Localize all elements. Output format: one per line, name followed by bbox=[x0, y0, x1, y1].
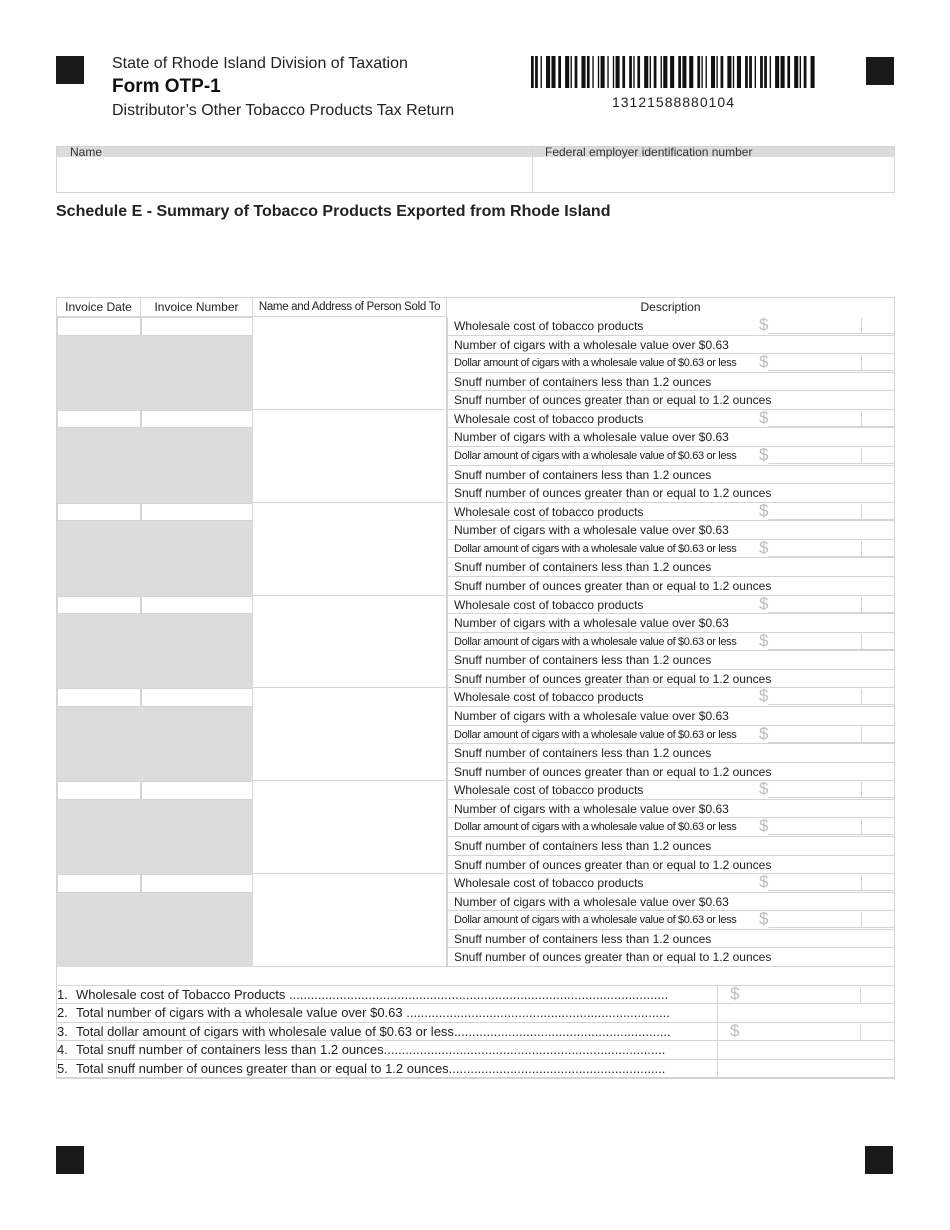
description-label: Snuff number of containers less than 1.2 ounces bbox=[454, 746, 712, 761]
amount-cents-input[interactable] bbox=[861, 411, 895, 427]
total-dollars-input[interactable] bbox=[742, 1024, 860, 1040]
description-row bbox=[447, 614, 894, 633]
barcode-bar bbox=[794, 56, 798, 88]
description-label: Number of cigars with a wholesale value over $0.63 bbox=[454, 708, 729, 723]
registration-mark-top-left bbox=[56, 56, 84, 84]
quantity-input[interactable] bbox=[768, 337, 895, 353]
totals-line-label bbox=[57, 1061, 717, 1076]
description-row bbox=[447, 484, 894, 503]
registration-mark-bottom-right bbox=[865, 1146, 893, 1174]
totals-line-leader: ......................................................................................................... bbox=[285, 987, 669, 1002]
name-label: Name bbox=[70, 145, 103, 159]
invoice-number-input[interactable] bbox=[141, 688, 253, 707]
fein-label: Federal employer identification number bbox=[545, 145, 753, 159]
barcode-number: 13121588880104 bbox=[611, 94, 735, 110]
schedule-entry bbox=[57, 688, 894, 781]
barcode-bar bbox=[601, 56, 605, 88]
amount-cents-input[interactable] bbox=[861, 541, 895, 557]
description-label: Wholesale cost of tobacco products bbox=[454, 504, 644, 519]
registration-mark-top-right bbox=[866, 57, 894, 85]
barcode-bar bbox=[749, 56, 752, 88]
description-label: Snuff number of ounces greater than or equal to 1.2 ounces bbox=[454, 950, 772, 965]
barcode-bar bbox=[541, 56, 542, 88]
amount-cents-input[interactable] bbox=[861, 355, 895, 371]
description-row bbox=[447, 444, 894, 466]
barcode-bar bbox=[637, 56, 640, 88]
dollar-sign: $ bbox=[759, 444, 769, 464]
amount-dollars-input[interactable] bbox=[768, 318, 861, 334]
totals-line-leader: ......................................................................... bbox=[402, 1005, 670, 1021]
barcode-bar bbox=[811, 56, 815, 88]
schedule-entry bbox=[57, 781, 894, 874]
barcode-bar bbox=[716, 56, 717, 88]
amount-dollars-input[interactable] bbox=[768, 448, 861, 464]
amount-dollars-input[interactable] bbox=[768, 355, 861, 371]
amount-dollars-input[interactable] bbox=[768, 727, 861, 743]
dollar-sign: $ bbox=[759, 315, 769, 334]
description-label: Wholesale cost of tobacco products bbox=[454, 319, 644, 333]
description-row bbox=[447, 781, 894, 800]
schedule-entry bbox=[57, 874, 894, 967]
description-label: Dollar amount of cigars with a wholesale value of $0.63 or less bbox=[454, 449, 737, 462]
description-label: Snuff number of containers less than 1.2 ounces bbox=[454, 560, 712, 575]
sold-to-input[interactable] bbox=[253, 410, 447, 503]
barcode-bar bbox=[531, 56, 534, 88]
description-row bbox=[447, 763, 894, 782]
amount-cents-input[interactable] bbox=[861, 912, 895, 928]
description-row bbox=[447, 707, 894, 726]
description-label: Number of cigars with a wholesale value over $0.63 bbox=[454, 337, 729, 352]
invoice-date-input[interactable] bbox=[57, 410, 141, 429]
dollar-sign: $ bbox=[759, 779, 769, 799]
barcode-bar bbox=[737, 56, 741, 88]
invoice-date-input[interactable] bbox=[57, 781, 141, 800]
totals-line bbox=[57, 1041, 894, 1059]
amount-cents-input[interactable] bbox=[861, 819, 895, 835]
invoice-date-input[interactable] bbox=[57, 503, 141, 522]
barcode-bar bbox=[770, 56, 771, 88]
sold-to-input[interactable] bbox=[253, 503, 447, 596]
dollar-sign: $ bbox=[759, 872, 769, 892]
totals-line-label bbox=[57, 1042, 717, 1057]
dollar-sign: $ bbox=[759, 816, 769, 836]
description-label: Number of cigars with a wholesale value over $0.63 bbox=[454, 894, 729, 909]
entry-shaded-area bbox=[57, 893, 253, 967]
amount-dollars-input[interactable] bbox=[768, 411, 861, 427]
amount-dollars-input[interactable] bbox=[768, 819, 861, 835]
quantity-input[interactable] bbox=[768, 801, 895, 817]
description-row bbox=[447, 818, 894, 837]
dollar-sign: $ bbox=[759, 407, 769, 427]
dollar-sign: $ bbox=[759, 723, 769, 743]
quantity-input[interactable] bbox=[768, 838, 895, 854]
column-header-invoice-date: Invoice Date bbox=[57, 298, 141, 316]
invoice-number-input[interactable] bbox=[141, 596, 253, 615]
description-row bbox=[447, 428, 894, 447]
barcode-bar bbox=[613, 56, 614, 88]
barcode-bar bbox=[663, 56, 667, 88]
dollar-sign: $ bbox=[730, 1020, 740, 1040]
totals-line bbox=[57, 1004, 894, 1022]
quantity-input[interactable] bbox=[768, 745, 895, 761]
totals-line-label bbox=[57, 987, 717, 1002]
schedule-table bbox=[56, 297, 895, 967]
description-row bbox=[447, 593, 894, 615]
column-header-invoice-number: Invoice Number bbox=[141, 298, 253, 316]
entry-shaded-area bbox=[57, 707, 253, 781]
totals-value-box bbox=[717, 1041, 894, 1058]
agency-name: State of Rhode Island Division of Taxation bbox=[112, 55, 408, 72]
quantity-input[interactable] bbox=[768, 429, 895, 445]
description-label: Snuff number of ounces greater than or equal to 1.2 ounces bbox=[454, 671, 772, 686]
barcode-bar bbox=[804, 56, 807, 88]
amount-cents-input[interactable] bbox=[861, 597, 895, 613]
description-label: Snuff number of ounces greater than or equal to 1.2 ounces bbox=[454, 764, 772, 779]
identification-label-band bbox=[57, 147, 894, 157]
description-label: Snuff number of containers less than 1.2 ounces bbox=[454, 653, 712, 668]
quantity-input[interactable] bbox=[768, 559, 895, 575]
sold-to-input[interactable] bbox=[253, 596, 447, 689]
amount-cents-input[interactable] bbox=[861, 727, 895, 743]
dollar-sign: $ bbox=[759, 352, 769, 372]
barcode-bar bbox=[781, 56, 785, 88]
schedule-entry bbox=[57, 593, 894, 689]
sold-to-input[interactable] bbox=[253, 688, 447, 781]
quantity-input[interactable] bbox=[768, 931, 895, 947]
barcode-bar bbox=[721, 56, 724, 88]
total-dollars-input[interactable] bbox=[742, 987, 860, 1003]
entry-shaded-area bbox=[57, 521, 253, 595]
totals-line-leader: .............................................................................. bbox=[383, 1042, 666, 1058]
dollar-sign: $ bbox=[759, 686, 769, 706]
form-subtitle: Distributor’s Other Tobacco Products Tax Return bbox=[112, 102, 455, 119]
schedule-title: Schedule E - Summary of Tobacco Products Exported from Rhode Island bbox=[56, 203, 611, 220]
barcode-bar bbox=[571, 56, 572, 88]
total-cents-input[interactable] bbox=[860, 987, 895, 1003]
description-block bbox=[447, 688, 894, 781]
quantity-input[interactable] bbox=[768, 894, 895, 910]
amount-cents-input[interactable] bbox=[861, 875, 895, 891]
totals-line-number: 5. bbox=[57, 1060, 68, 1076]
amount-cents-input[interactable] bbox=[861, 634, 895, 650]
barcode-bar bbox=[760, 56, 763, 88]
barcode-bar bbox=[633, 56, 634, 88]
barcode-bar bbox=[575, 56, 578, 88]
totals-line-label bbox=[57, 1005, 717, 1020]
totals-line-leader: ............................................................ bbox=[448, 1060, 666, 1076]
description-label: Wholesale cost of tobacco products bbox=[454, 783, 644, 798]
description-block bbox=[447, 593, 894, 689]
barcode-bar bbox=[551, 56, 555, 88]
description-row bbox=[447, 500, 894, 522]
description-row bbox=[447, 558, 894, 577]
description-label: Dollar amount of cigars with a wholesale value of $0.63 or less bbox=[454, 357, 737, 370]
description-label: Snuff number of ounces greater than or equal to 1.2 ounces bbox=[454, 857, 772, 872]
barcode-bar bbox=[629, 56, 632, 88]
barcode-bar bbox=[711, 56, 715, 88]
description-row bbox=[447, 948, 894, 967]
description-label: Snuff number of containers less than 1.2 ounces bbox=[454, 931, 712, 946]
invoice-date-input[interactable] bbox=[57, 596, 141, 615]
barcode-bar bbox=[546, 56, 550, 88]
entry-shaded-area bbox=[57, 614, 253, 688]
description-label: Snuff number of ounces greater than or equal to 1.2 ounces bbox=[454, 393, 772, 408]
amount-dollars-input[interactable] bbox=[768, 541, 861, 557]
amount-cents-input[interactable] bbox=[861, 504, 895, 520]
totals-value-box bbox=[717, 1020, 894, 1040]
description-row bbox=[447, 391, 894, 410]
dollar-sign: $ bbox=[759, 593, 769, 613]
sold-to-input[interactable] bbox=[253, 317, 447, 410]
amount-dollars-input[interactable] bbox=[768, 782, 861, 798]
description-label: Number of cigars with a wholesale value over $0.63 bbox=[454, 523, 729, 538]
quantity-input[interactable] bbox=[768, 764, 895, 780]
invoice-number-input[interactable] bbox=[141, 410, 253, 429]
identification-box bbox=[56, 146, 895, 193]
invoice-date-input[interactable] bbox=[57, 688, 141, 707]
amount-dollars-input[interactable] bbox=[768, 912, 861, 928]
description-label: Wholesale cost of tobacco products bbox=[454, 411, 644, 426]
quantity-input[interactable] bbox=[768, 615, 895, 631]
totals-line-text: Wholesale cost of Tobacco Products bbox=[76, 987, 286, 1002]
barcode-bar bbox=[535, 56, 538, 88]
entry-shaded-area bbox=[57, 800, 253, 874]
quantity-input[interactable] bbox=[768, 522, 895, 538]
barcode-bar bbox=[745, 56, 748, 88]
barcode-bar bbox=[607, 56, 608, 88]
quantity-input[interactable] bbox=[768, 578, 895, 594]
description-row bbox=[447, 577, 894, 596]
totals-line-text: Total number of cigars with a wholesale value over $0.63 bbox=[76, 1005, 403, 1021]
totals-line bbox=[57, 1020, 894, 1041]
totals-line-number: 2. bbox=[57, 1005, 68, 1021]
quantity-input[interactable] bbox=[768, 708, 895, 724]
barcode-bar bbox=[565, 56, 569, 88]
barcode-bar bbox=[727, 56, 731, 88]
schedule-entry bbox=[57, 317, 894, 410]
invoice-number-input[interactable] bbox=[141, 874, 253, 893]
description-block bbox=[447, 874, 894, 967]
barcode-bar bbox=[764, 56, 767, 88]
quantity-input[interactable] bbox=[768, 671, 895, 687]
name-input[interactable] bbox=[57, 158, 531, 192]
description-row bbox=[447, 874, 894, 893]
quantity-input[interactable] bbox=[768, 949, 895, 965]
totals-value-box bbox=[717, 986, 894, 1003]
barcode-bar bbox=[682, 56, 686, 88]
totals-spacer-band bbox=[57, 967, 894, 986]
invoice-date-input[interactable] bbox=[57, 317, 141, 336]
description-row bbox=[447, 856, 894, 875]
barcode-bar bbox=[592, 56, 593, 88]
description-row bbox=[447, 911, 894, 930]
column-header-sold-to: Name and Address of Person Sold To bbox=[253, 298, 447, 316]
totals-line-leader: ............................................................ bbox=[453, 1023, 671, 1039]
invoice-date-input[interactable] bbox=[57, 874, 141, 893]
amount-dollars-input[interactable] bbox=[768, 875, 861, 891]
dollar-sign: $ bbox=[730, 984, 740, 1003]
quantity-input[interactable] bbox=[768, 485, 895, 501]
description-row bbox=[447, 930, 894, 949]
totals-line-number: 3. bbox=[57, 1023, 68, 1039]
description-label: Dollar amount of cigars with a wholesale value of $0.63 or less bbox=[454, 728, 737, 741]
amount-dollars-input[interactable] bbox=[768, 597, 861, 613]
barcode-bar bbox=[670, 56, 674, 88]
totals-line-text: Total snuff number of ounces greater than or equal to 1.2 ounces bbox=[76, 1060, 449, 1076]
description-row bbox=[447, 466, 894, 485]
description-label: Dollar amount of cigars with a wholesale value of $0.63 or less bbox=[454, 821, 737, 834]
description-label: Dollar amount of cigars with a wholesale value of $0.63 or less bbox=[454, 542, 737, 555]
barcode-bar bbox=[787, 56, 790, 88]
quantity-input[interactable] bbox=[768, 467, 895, 483]
description-row bbox=[447, 800, 894, 819]
barcode-bar bbox=[775, 56, 779, 88]
amount-cents-input[interactable] bbox=[861, 689, 895, 705]
quantity-input[interactable] bbox=[768, 374, 895, 390]
totals-line bbox=[57, 1060, 894, 1078]
form-title: Form OTP-1 bbox=[112, 76, 221, 97]
description-label: Snuff number of ounces greater than or equal to 1.2 ounces bbox=[454, 578, 772, 593]
amount-cents-input[interactable] bbox=[861, 448, 895, 464]
sold-to-input[interactable] bbox=[253, 874, 447, 967]
total-cents-input[interactable] bbox=[860, 1024, 895, 1040]
description-row bbox=[447, 537, 894, 559]
barcode-bar bbox=[689, 56, 693, 88]
description-label: Wholesale cost of tobacco products bbox=[454, 876, 644, 891]
totals-value-box bbox=[717, 1004, 894, 1021]
total-quantity-input[interactable] bbox=[722, 1005, 892, 1021]
barcode-bar bbox=[598, 56, 599, 88]
description-row bbox=[447, 317, 894, 336]
description-label: Snuff number of containers less than 1.2 ounces bbox=[454, 467, 712, 482]
entry-shaded-area bbox=[57, 336, 253, 410]
description-label: Snuff number of containers less than 1.2 ounces bbox=[454, 374, 712, 389]
barcode-bar bbox=[558, 56, 561, 88]
totals-section bbox=[56, 967, 895, 1079]
description-row bbox=[447, 893, 894, 912]
fein-input[interactable] bbox=[533, 158, 894, 192]
barcode-bar bbox=[654, 56, 657, 88]
description-label: Dollar amount of cigars with a wholesale value of $0.63 or less bbox=[454, 635, 737, 648]
barcode-bar bbox=[706, 56, 707, 88]
schedule-entry bbox=[57, 500, 894, 596]
description-label: Wholesale cost of tobacco products bbox=[454, 690, 644, 705]
description-row bbox=[447, 651, 894, 670]
amount-dollars-input[interactable] bbox=[768, 689, 861, 705]
description-row bbox=[447, 407, 894, 429]
description-block bbox=[447, 500, 894, 596]
description-row bbox=[447, 688, 894, 707]
description-label: Snuff number of containers less than 1.2 ounces bbox=[454, 838, 712, 853]
amount-dollars-input[interactable] bbox=[768, 504, 861, 520]
entry-shaded-area bbox=[57, 428, 253, 502]
barcode-bar bbox=[661, 56, 662, 88]
totals-line-number: 1. bbox=[57, 987, 68, 1002]
amount-cents-input[interactable] bbox=[861, 318, 895, 334]
description-row bbox=[447, 336, 894, 355]
totals-value-box bbox=[717, 1060, 894, 1077]
dollar-sign: $ bbox=[759, 630, 769, 650]
description-row bbox=[447, 744, 894, 763]
description-block bbox=[447, 781, 894, 874]
barcode-graphic bbox=[531, 56, 816, 88]
description-label: Dollar amount of cigars with a wholesale value of $0.63 or less bbox=[454, 914, 737, 927]
description-row bbox=[447, 354, 894, 373]
barcode-bar bbox=[800, 56, 801, 88]
dollar-sign: $ bbox=[759, 909, 769, 929]
description-row bbox=[447, 630, 894, 652]
barcode-bar bbox=[755, 56, 756, 88]
total-quantity-input[interactable] bbox=[722, 1042, 892, 1058]
description-row bbox=[447, 521, 894, 540]
description-label: Number of cigars with a wholesale value over $0.63 bbox=[454, 801, 729, 816]
totals-line bbox=[57, 986, 894, 1004]
schedule-entry bbox=[57, 407, 894, 503]
total-quantity-input[interactable] bbox=[722, 1061, 892, 1077]
description-row bbox=[447, 373, 894, 392]
description-label: Number of cigars with a wholesale value over $0.63 bbox=[454, 616, 729, 631]
description-row bbox=[447, 837, 894, 856]
sold-to-input[interactable] bbox=[253, 781, 447, 874]
barcode-bar bbox=[733, 56, 734, 88]
description-label: Number of cigars with a wholesale value over $0.63 bbox=[454, 430, 729, 445]
column-header-description: Description bbox=[640, 300, 701, 314]
barcode-bar bbox=[697, 56, 700, 88]
dollar-sign: $ bbox=[759, 537, 769, 557]
description-row bbox=[447, 723, 894, 745]
invoice-number-input[interactable] bbox=[141, 317, 253, 336]
invoice-number-input[interactable] bbox=[141, 781, 253, 800]
description-label: Snuff number of ounces greater than or equal to 1.2 ounces bbox=[454, 486, 772, 501]
quantity-input[interactable] bbox=[768, 652, 895, 668]
barcode-bar bbox=[701, 56, 702, 88]
amount-cents-input[interactable] bbox=[861, 782, 895, 798]
dollar-sign: $ bbox=[759, 500, 769, 520]
totals-line-text: Total dollar amount of cigars with wholesale value of $0.63 or less bbox=[76, 1023, 454, 1039]
invoice-number-input[interactable] bbox=[141, 503, 253, 522]
description-row bbox=[447, 670, 894, 689]
barcode-bar bbox=[622, 56, 625, 88]
registration-mark-bottom-left bbox=[56, 1146, 84, 1174]
barcode-bar bbox=[581, 56, 585, 88]
totals-line-number: 4. bbox=[57, 1042, 68, 1058]
barcode-bar bbox=[644, 56, 648, 88]
amount-dollars-input[interactable] bbox=[768, 634, 861, 650]
barcode-bar bbox=[587, 56, 590, 88]
totals-line-label bbox=[57, 1024, 717, 1039]
totals-line-text: Total snuff number of containers less than 1.2 ounces bbox=[76, 1042, 384, 1058]
quantity-input[interactable] bbox=[768, 857, 895, 873]
barcode-bar bbox=[678, 56, 681, 88]
description-block bbox=[447, 317, 894, 410]
quantity-input[interactable] bbox=[768, 392, 895, 408]
description-label: Wholesale cost of tobacco products bbox=[454, 597, 644, 612]
barcode-bar bbox=[616, 56, 620, 88]
barcode-bar bbox=[650, 56, 651, 88]
description-block bbox=[447, 407, 894, 503]
